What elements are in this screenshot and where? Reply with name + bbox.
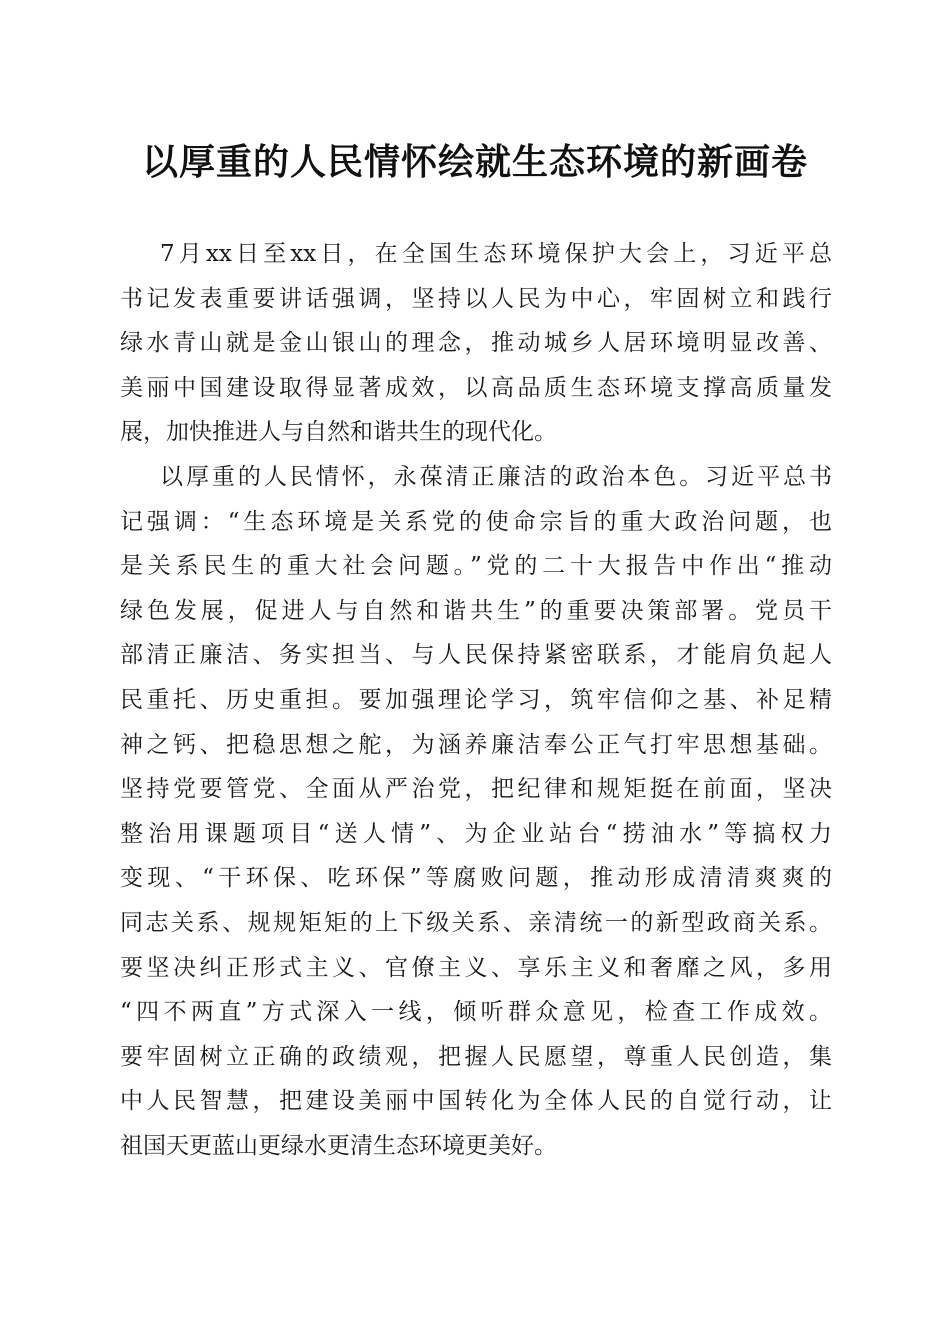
paragraph-line: 神之钙、把稳思想之舵，为涵养廉洁奉公正气打牢思想基础。 bbox=[120, 731, 832, 758]
paragraph-line: 美丽中国建设取得显著成效，以高品质生态环境支撑高质量发 bbox=[120, 374, 832, 401]
paragraph-line: 部清正廉洁、务实担当、与人民保持紧密联系，才能肩负起人 bbox=[120, 642, 832, 669]
paragraph-line: 绿水青山就是金山银山的理念，推动城乡人居环境明显改善、 bbox=[120, 330, 832, 357]
paragraph-line: 要牢固树立正确的政绩观，把握人民愿望，尊重人民创造，集 bbox=[120, 1043, 832, 1070]
paragraph-line: 整治用课题项目“送人情”、为企业站台“捞油水”等搞权力 bbox=[120, 820, 832, 847]
paragraph-line: 同志关系、规规矩矩的上下级关系、亲清统一的新型政商关系。 bbox=[120, 909, 832, 936]
paragraph-line: 绿色发展，促进人与自然和谐共生”的重要决策部署。党员干 bbox=[120, 597, 832, 624]
paragraph-line: 是关系民生的重大社会问题。”党的二十大报告中作出“推动 bbox=[120, 553, 832, 580]
document-title: 以厚重的人民情怀绘就生态环境的新画卷 bbox=[141, 141, 808, 183]
paragraph-2 bbox=[120, 455, 832, 1169]
paragraph-line: 祖国天更蓝山更绿水更清生态环境更美好。 bbox=[120, 1132, 557, 1159]
paragraph-line: 展，加快推进人与自然和谐共生的现代化。 bbox=[120, 419, 557, 446]
paragraph-line: “四不两直”方式深入一线，倾听群众意见，检查工作成效。 bbox=[120, 999, 832, 1026]
paragraph-line: 民重托、历史重担。要加强理论学习，筑牢信仰之基、补足精 bbox=[120, 686, 832, 713]
paragraph-line: 中人民智慧，把建设美丽中国转化为全体人民的自觉行动，让 bbox=[120, 1088, 832, 1115]
paragraph-line: 变现、“干环保、吃环保”等腐败问题，推动形成清清爽爽的 bbox=[120, 865, 832, 892]
paragraph-line: 以厚重的人民情怀，永葆清正廉洁的政治本色。习近平总书 bbox=[160, 463, 832, 490]
paragraph-line: 要坚决纠正形式主义、官僚主义、享乐主义和奢靡之风，多用 bbox=[120, 954, 832, 981]
paragraph-1 bbox=[120, 232, 832, 455]
paragraph-line: 坚持党要管党、全面从严治党，把纪律和规矩挺在前面，坚决 bbox=[120, 776, 832, 803]
document-body bbox=[120, 232, 832, 1168]
paragraph-line: 7月xx日至xx日，在全国生态环境保护大会上，习近平总 bbox=[160, 241, 832, 267]
paragraph-line: 书记发表重要讲话强调，坚持以人民为中心，牢固树立和践行 bbox=[120, 285, 832, 312]
paragraph-line: 记强调：“生态环境是关系党的使命宗旨的重大政治问题，也 bbox=[120, 508, 832, 535]
